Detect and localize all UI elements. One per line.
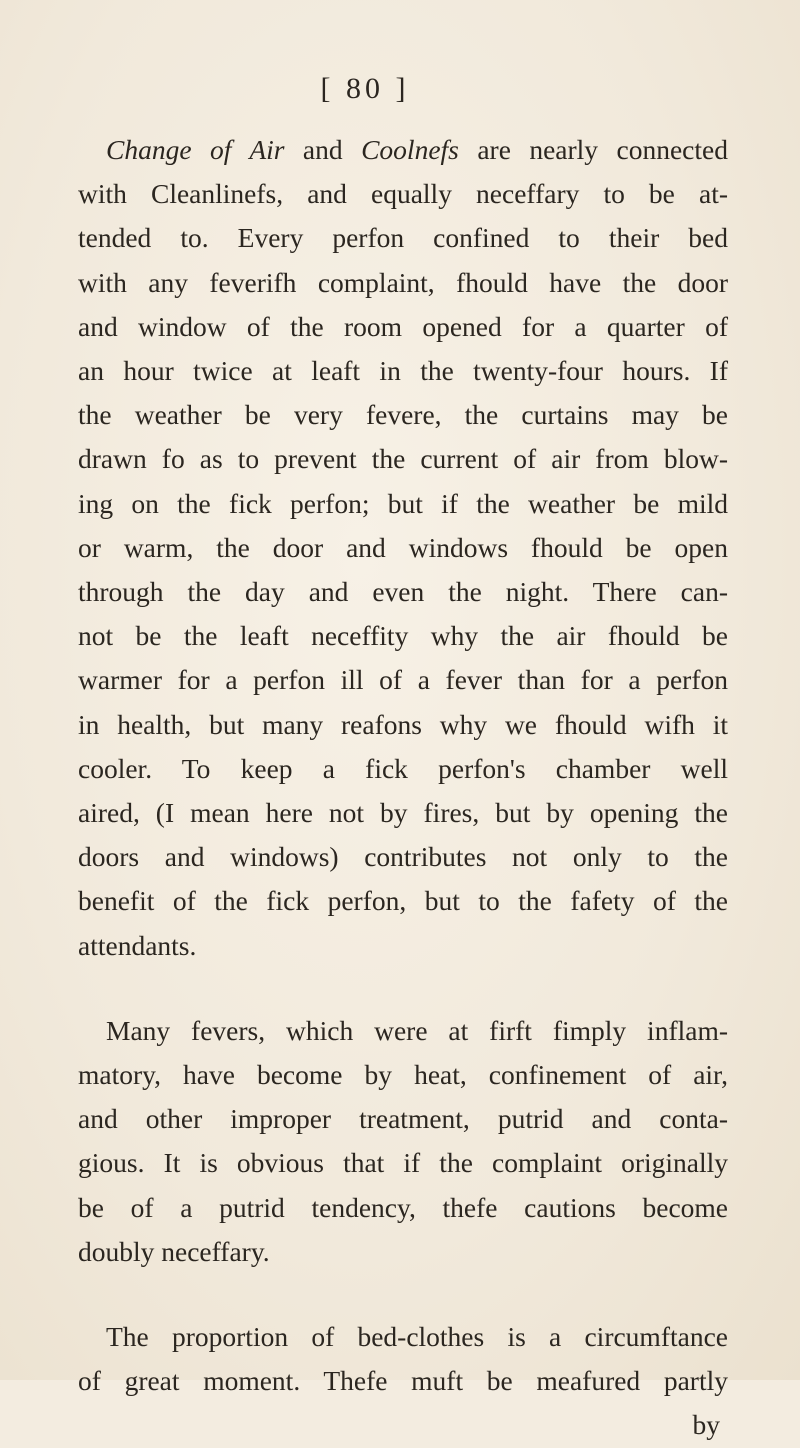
text-fragment: are nearly connected [458, 134, 728, 165]
text-line: an hour twice at leaft in the twenty-four hours. If [78, 355, 728, 387]
paragraph-gap [78, 1274, 728, 1315]
italic-phrase: Change of Air [106, 134, 285, 165]
text-line: benefit of the fick perfon, but to the fafety of the [78, 885, 728, 917]
paragraph-gap [78, 968, 728, 1009]
text-line: attendants. [78, 929, 197, 961]
text-line: be of a putrid tendency, thefe cautions become [78, 1191, 728, 1223]
text-line: through the day and even the night. There can- [78, 576, 728, 608]
text-line: with any feverifh complaint, fhould have the door [78, 266, 728, 298]
italic-phrase: Coolnefs [361, 134, 459, 165]
text-line [78, 128, 728, 172]
text-line: or warm, the door and windows fhould be open [78, 531, 728, 563]
text-line: not be the leaft neceffity why the air fhould be [78, 620, 728, 652]
text-line: and window of the room opened for a quarter of [78, 310, 728, 342]
text-line: aired, (I mean here not by fires, but by opening the [78, 797, 728, 829]
paragraph-1 [78, 128, 728, 968]
text-line: tended to. Every perfon confined to their bed [78, 222, 728, 254]
text-line: doors and windows) contributes not only to the [78, 841, 728, 873]
catchword: by [692, 1409, 720, 1441]
text-line: warmer for a perfon ill of a fever than for a perfon [78, 664, 728, 696]
text-line: the weather be very fevere, the curtains may be [78, 399, 728, 431]
text-line: ing on the fick perfon; but if the weather be mild [78, 487, 728, 519]
text-line: doubly neceffary. [78, 1235, 270, 1267]
text-line: with Cleanlinefs, and equally neceffary to be at- [78, 178, 728, 210]
page-number: [ 80 ] [320, 72, 410, 105]
paragraph-2 [78, 1009, 728, 1274]
text-line: of great moment. Thefe muft be meafured partly [78, 1365, 728, 1397]
text-line: gious. It is obvious that if the complaint originally [78, 1147, 728, 1179]
paragraph-3 [78, 1315, 728, 1403]
text-line: in health, but many reafons why we fhould wifh it [78, 708, 728, 740]
text-line: cooler. To keep a fick perfon's chamber well [78, 752, 728, 784]
text-line: and other improper treatment, putrid and conta- [78, 1103, 728, 1135]
text-line: Many fevers, which were at firft fimply inflam- [106, 1014, 728, 1046]
text-line: The proportion of bed-clothes is a circumftance [106, 1321, 728, 1353]
text-line: matory, have become by heat, confinement of air, [78, 1059, 728, 1091]
body-text [78, 128, 728, 1448]
text-fragment: and [284, 134, 362, 165]
text-line: drawn fo as to prevent the current of air from blow- [78, 443, 728, 475]
